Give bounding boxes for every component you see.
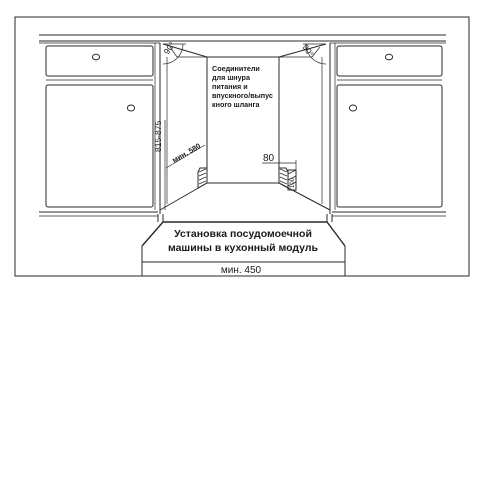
left-drawer xyxy=(46,46,153,76)
min-width-label: мин. 450 xyxy=(220,265,262,276)
connectors-note-line-3: питания и xyxy=(212,82,248,91)
connectors-note-line-2: для шнура xyxy=(212,73,250,82)
countertop xyxy=(39,35,446,43)
caption-line-2: машины в кухонный модуль xyxy=(167,242,319,254)
connectors-note-line-4: впускного/выпус xyxy=(212,91,273,100)
angle-right-label: 90° xyxy=(300,42,316,59)
min-depth-label: мин. 580 xyxy=(170,141,203,165)
right-drawer-knob-icon xyxy=(385,54,392,60)
left-door xyxy=(46,85,153,207)
dim-80-label: 80 xyxy=(263,153,275,164)
dim-100-label: 100 xyxy=(290,177,296,188)
right-door xyxy=(337,85,442,207)
connectors-note-line-5: кного шланга xyxy=(212,100,260,109)
left-cabinet xyxy=(39,43,160,216)
right-drawer xyxy=(337,46,442,76)
left-door-knob-icon xyxy=(127,105,134,111)
connectors-note-line-1: Соединители xyxy=(212,64,260,73)
height-range-label: 815-875 xyxy=(153,120,163,152)
right-cabinet xyxy=(330,43,446,216)
right-door-knob-icon xyxy=(349,105,356,111)
left-hatch-block xyxy=(198,168,207,188)
caption-line-1: Установка посудомоечной xyxy=(174,228,312,240)
right-hatch-block xyxy=(279,168,288,188)
angle-left-label: 90° xyxy=(161,39,178,57)
left-drawer-knob-icon xyxy=(92,54,99,60)
